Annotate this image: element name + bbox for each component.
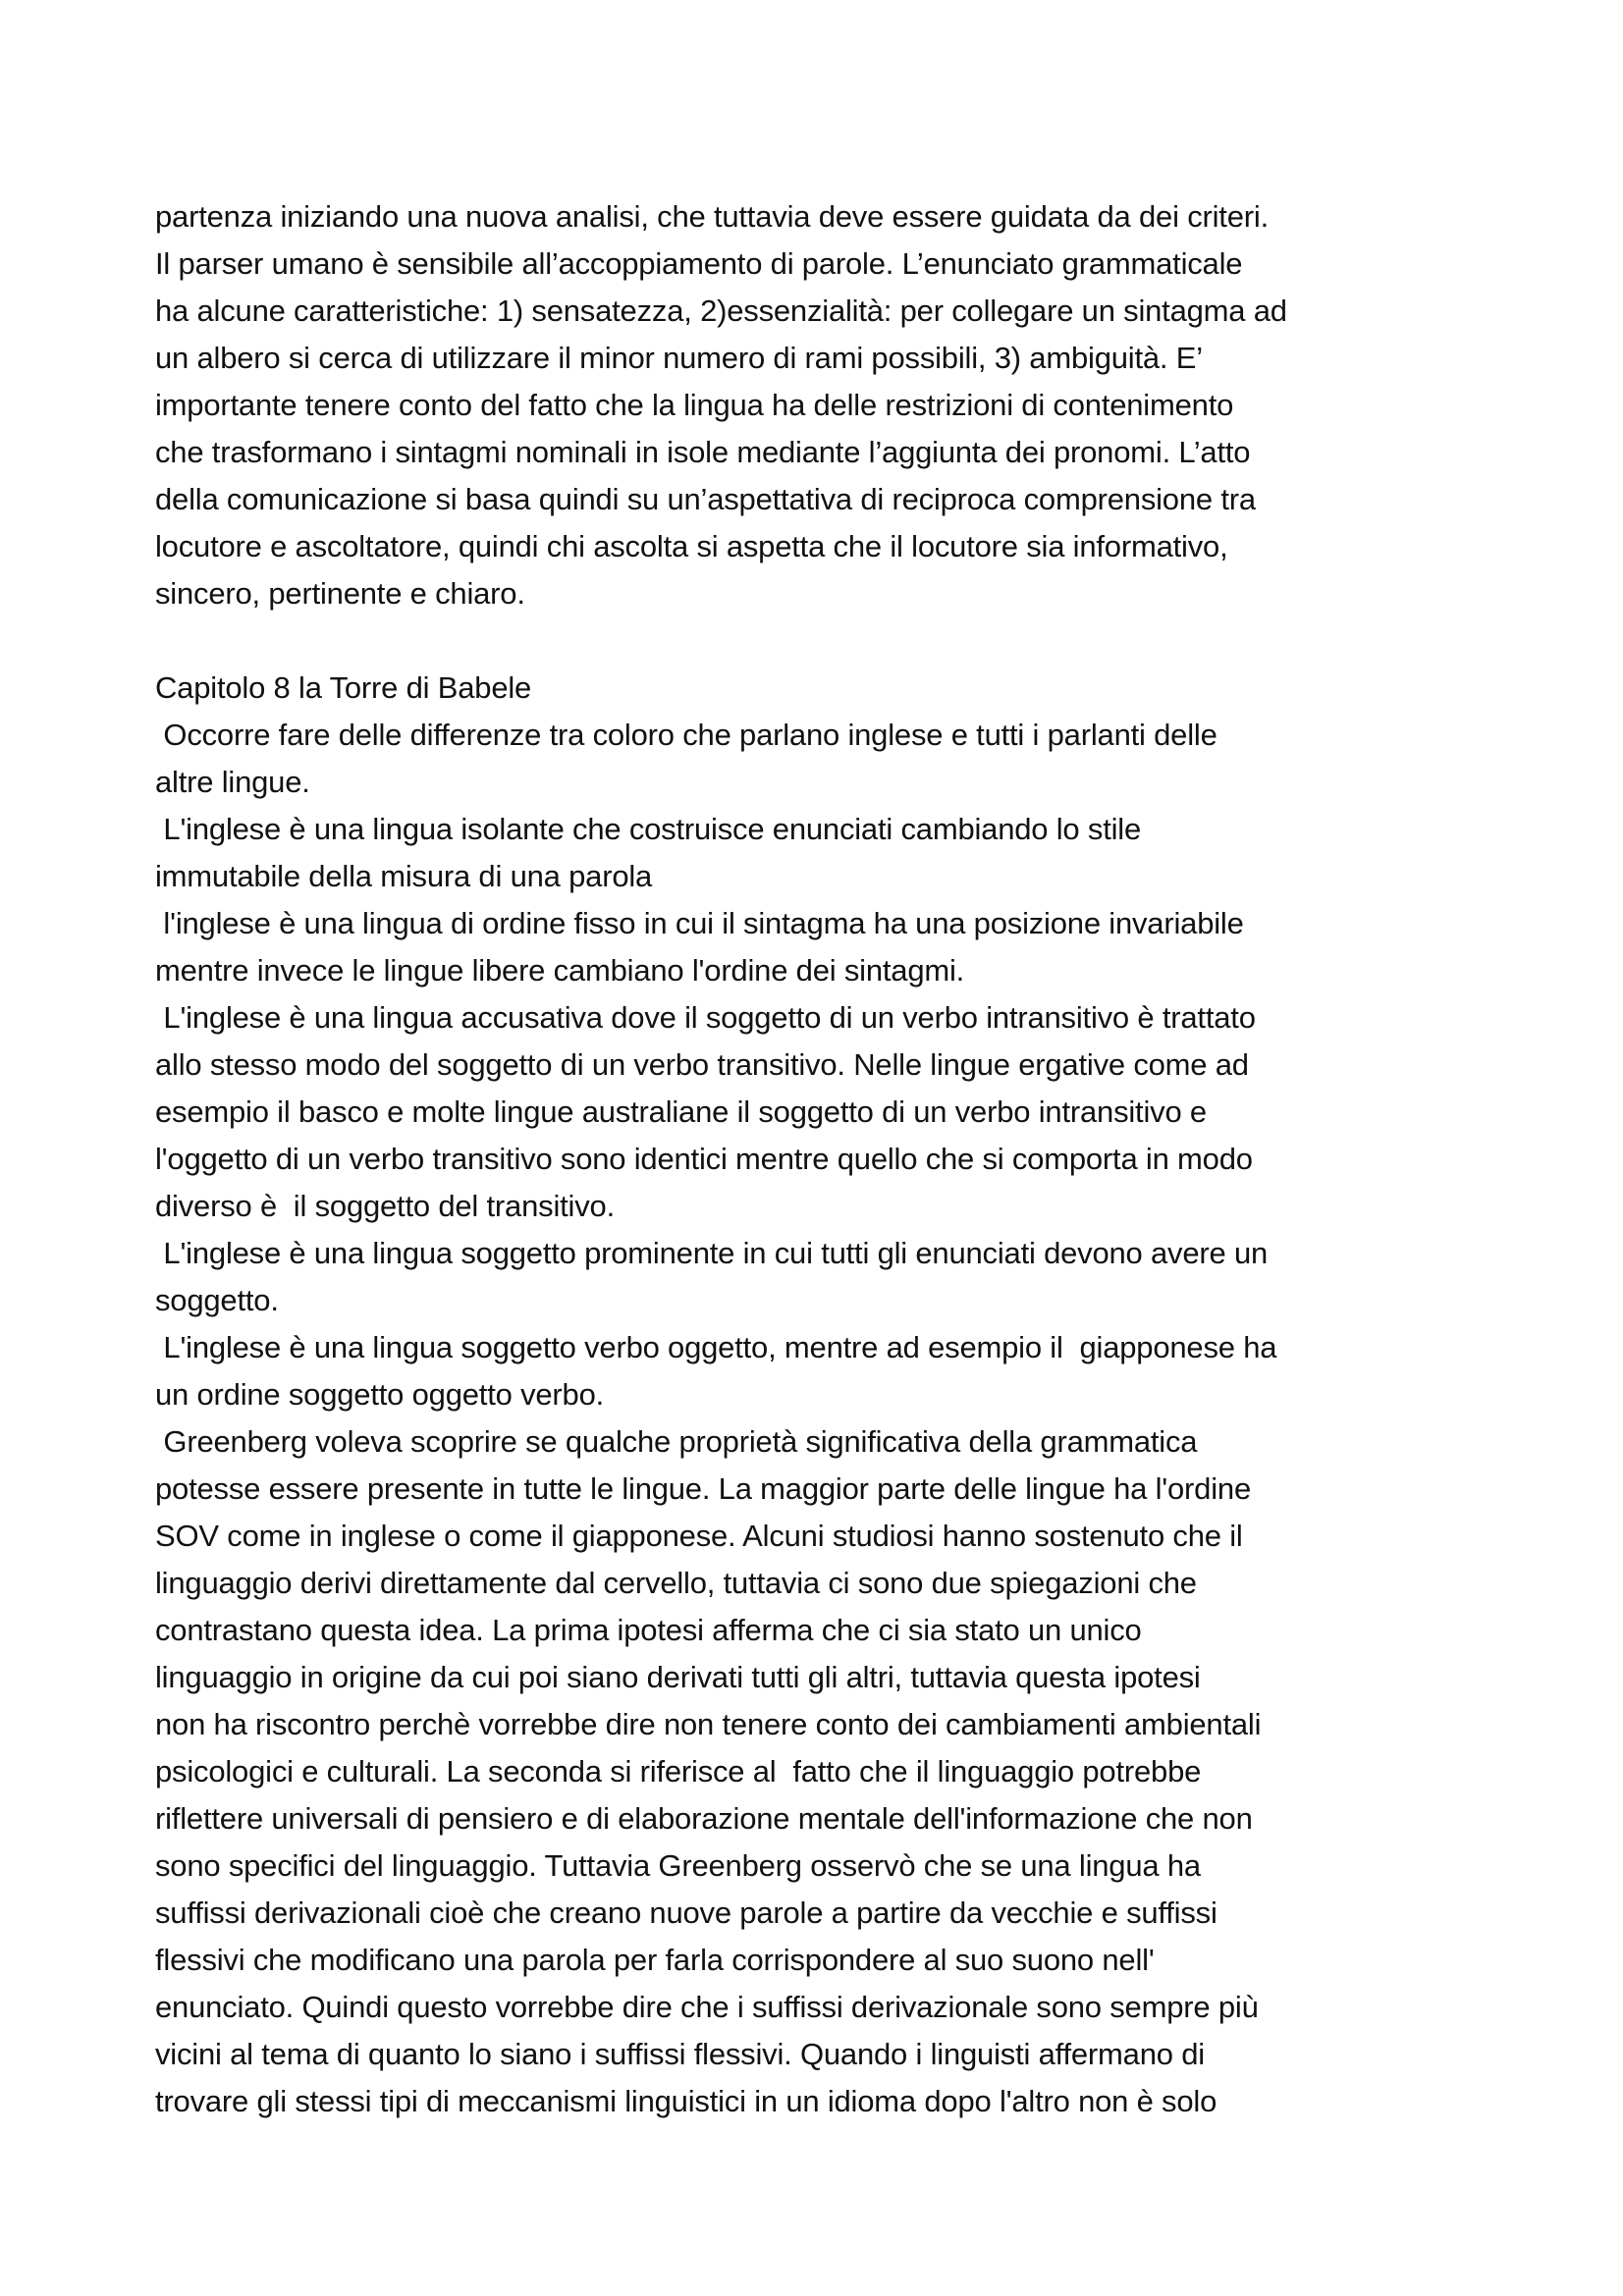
- text-line: che trasformano i sintagmi nominali in isole mediante l’aggiunta dei pronomi. L’atto: [155, 435, 1251, 469]
- text-line: L'inglese è una lingua isolante che costruisce enunciati cambiando lo stile: [155, 812, 1142, 846]
- text-line: soggetto.: [155, 1283, 279, 1317]
- text-line: un albero si cerca di utilizzare il minor numero di rami possibili, 3) ambiguità. E’: [155, 341, 1203, 375]
- text-line: sincero, pertinente e chiaro.: [155, 576, 525, 611]
- text-line: L'inglese è una lingua accusativa dove il soggetto di un verbo intransitivo è trattato: [155, 1000, 1256, 1035]
- text-line: Occorre fare delle differenze tra coloro che parlano inglese e tutti i parlanti delle: [155, 718, 1217, 752]
- text-line: immutabile della misura di una parola: [155, 859, 653, 893]
- text-line: l'inglese è una lingua di ordine fisso in cui il sintagma ha una posizione invariabile: [155, 906, 1244, 940]
- text-line: diverso è il soggetto del transitivo.: [155, 1189, 615, 1223]
- text-line: trovare gli stessi tipi di meccanismi linguistici in un idioma dopo l'altro non è solo: [155, 2084, 1217, 2118]
- text-line: linguaggio derivi direttamente dal cervello, tuttavia ci sono due spiegazioni che: [155, 1566, 1197, 1600]
- text-line: altre lingue.: [155, 765, 310, 799]
- text-line: locutore e ascoltatore, quindi chi ascolta si aspetta che il locutore sia informativo,: [155, 529, 1228, 563]
- text-line: Il parser umano è sensibile all’accoppiamento di parole. L’enunciato grammaticale: [155, 246, 1243, 281]
- text-line: non ha riscontro perchè vorrebbe dire non tenere conto dei cambiamenti ambientali: [155, 1707, 1262, 1741]
- text-line: linguaggio in origine da cui poi siano derivati tutti gli altri, tuttavia questa ipotesi: [155, 1660, 1201, 1694]
- text-line: ha alcune caratteristiche: 1) sensatezza, 2)essenzialità: per collegare un sintagma ad: [155, 294, 1287, 328]
- text-line: enunciato. Quindi questo vorrebbe dire che i suffissi derivazionale sono sempre più: [155, 1990, 1259, 2024]
- text-line: sono specifici del linguaggio. Tuttavia Greenberg osservò che se una lingua ha: [155, 1848, 1201, 1883]
- text-line: potesse essere presente in tutte le lingue. La maggior parte delle lingue ha l'ordine: [155, 1471, 1251, 1506]
- text-line: riflettere universali di pensiero e di elaborazione mentale dell'informazione che non: [155, 1801, 1253, 1836]
- document-page: [155, 193, 1500, 2125]
- text-line: partenza iniziando una nuova analisi, che tuttavia deve essere guidata da dei criteri.: [155, 199, 1269, 234]
- text-line: L'inglese è una lingua soggetto verbo oggetto, mentre ad esempio il giapponese ha: [155, 1330, 1277, 1364]
- text-line: vicini al tema di quanto lo siano i suffissi flessivi. Quando i linguisti affermano di: [155, 2037, 1205, 2071]
- text-line: della comunicazione si basa quindi su un’aspettativa di reciproca comprensione tra: [155, 482, 1256, 516]
- text-line: suffissi derivazionali cioè che creano nuove parole a partire da vecchie e suffissi: [155, 1896, 1217, 1930]
- text-line: Greenberg voleva scoprire se qualche proprietà significativa della grammatica: [155, 1424, 1198, 1459]
- text-line: importante tenere conto del fatto che la lingua ha delle restrizioni di contenimento: [155, 388, 1234, 422]
- paragraph-babele: [155, 712, 1500, 2125]
- chapter-title: Capitolo 8 la Torre di Babele: [155, 670, 532, 705]
- text-line: mentre invece le lingue libere cambiano l'ordine dei sintagmi.: [155, 953, 965, 988]
- text-line: l'oggetto di un verbo transitivo sono identici mentre quello che si comporta in modo: [155, 1142, 1253, 1176]
- text-line: allo stesso modo del soggetto di un verbo transitivo. Nelle lingue ergative come ad: [155, 1047, 1249, 1082]
- text-line: contrastano questa idea. La prima ipotesi afferma che ci sia stato un unico: [155, 1613, 1142, 1647]
- paragraph-parser: [155, 193, 1500, 617]
- text-line: L'inglese è una lingua soggetto prominente in cui tutti gli enunciati devono avere un: [155, 1236, 1269, 1270]
- text-line: flessivi che modificano una parola per farla corrispondere al suo suono nell': [155, 1943, 1155, 1977]
- text-line: psicologici e culturali. La seconda si riferisce al fatto che il linguaggio potrebbe: [155, 1754, 1202, 1789]
- text-line: un ordine soggetto oggetto verbo.: [155, 1377, 605, 1412]
- paragraph-gap: [155, 617, 1500, 665]
- text-line: SOV come in inglese o come il giapponese. Alcuni studiosi hanno sostenuto che il: [155, 1519, 1243, 1553]
- text-line: esempio il basco e molte lingue australiane il soggetto di un verbo intransitivo e: [155, 1095, 1207, 1129]
